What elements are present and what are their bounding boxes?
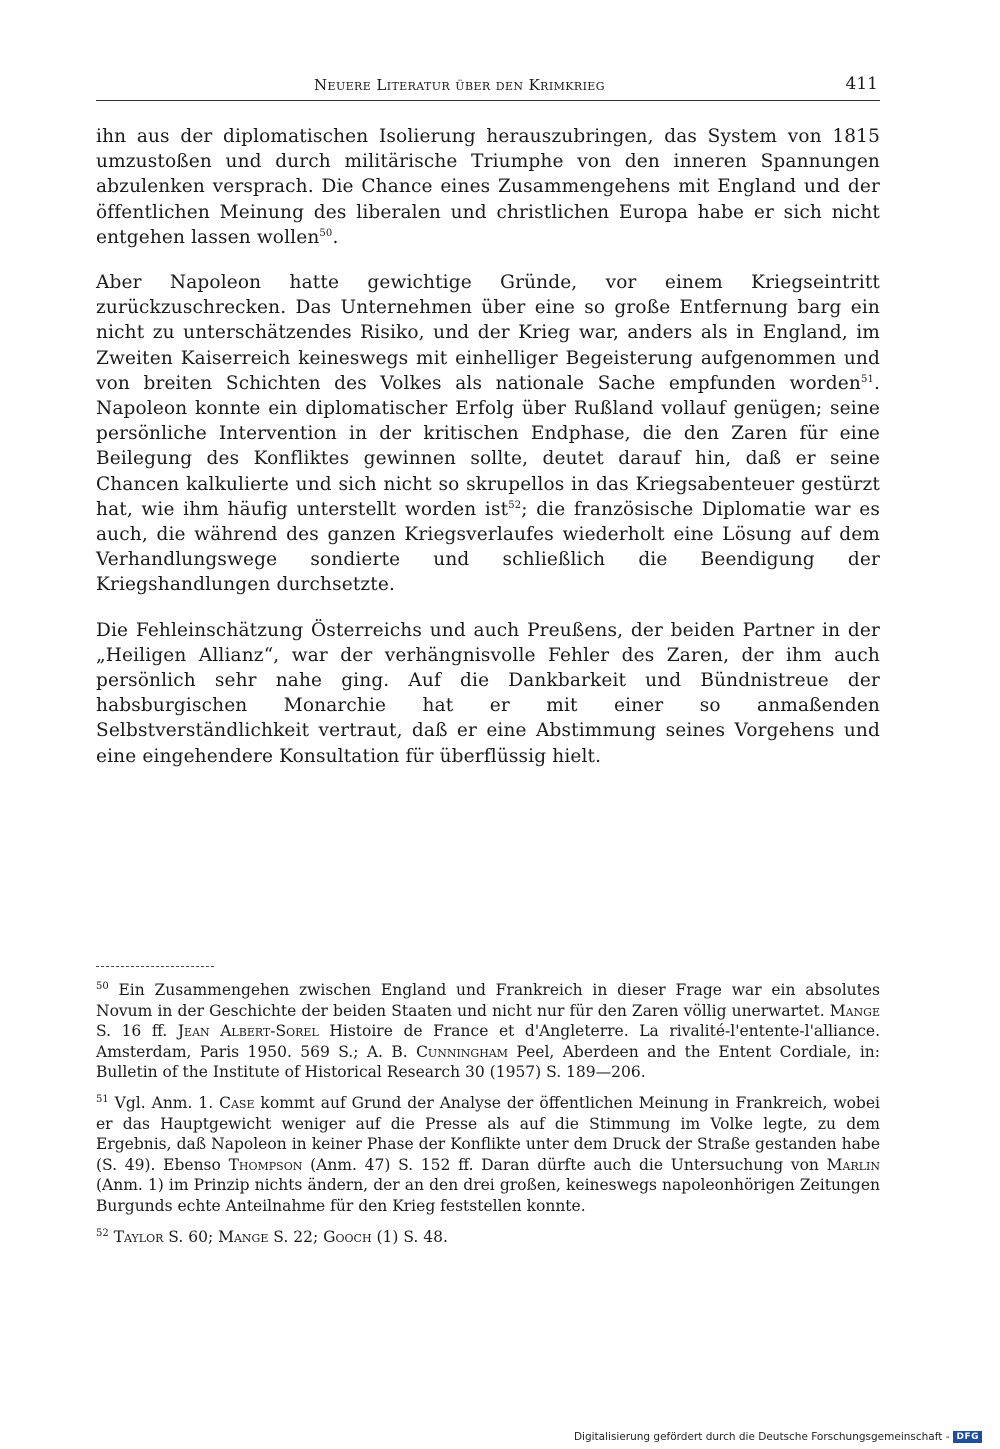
- author-name: Cunningham: [416, 1042, 508, 1061]
- running-title: Neuere Literatur über den Krimkrieg: [314, 76, 605, 94]
- author-name: Thompson: [228, 1155, 303, 1174]
- paragraph-1: [96, 124, 880, 250]
- paragraph-3: Die Fehleinschätzung Österreichs und auch Preußens, der beiden Partner in der „Heiligen Allianz“, war der verhängnisvolle Fehler des Zaren, der ihm auch persönlich sehr nahe ging. Auf die Dankbarkeit und Bündnistreue der habsburgischen Monarchie hat er mit einer so anmaßenden Selbstverständlichkeit vertraut, daß er eine Abstimmung seines Vorgehens und eine eingehendere Konsultation für überflüssig hielt.: [96, 619, 880, 767]
- paragraph-2-text-b: . Napoleon konnte ein diplomatischer Erfolg über Rußland vollauf genügen; seine persönliche Intervention in der kritischen Endphase, die den Zaren für eine Beilegung des Konfliktes gewinnen sollte, deutet darauf hin, daß er seine Chancen kalkulierte und sich nicht so skrupellos in das Kriegsabenteuer gestürzt hat, wie ihm häufig unterstellt worden ist: [96, 372, 880, 520]
- paragraph-1-end: .: [332, 226, 339, 248]
- paragraph-1-text: ihn aus der diplomatischen Isolierung herauszubringen, das System von 1815 umzustoßen und durch militärische Triumphe von den inneren Spannungen abzulenken versprach. Die Chance eines Zusammengehens mit England und der öffentlichen Meinung des liberalen und christlichen Europa habe er sich nicht entgehen lassen wollen: [96, 126, 880, 248]
- author-name: Mange: [218, 1227, 269, 1246]
- footnote-text: Ein Zusammengehen zwischen England und Frankreich in dieser Frage war ein absolutes Novum in der Geschichte der beiden Staaten und nicht nur für den Zaren völlig unerwartet.: [96, 981, 880, 1020]
- body-text: [96, 124, 880, 789]
- footnote-number: 50: [96, 980, 109, 992]
- footnote-text: S. 60;: [163, 1227, 219, 1246]
- paragraph-2: [96, 270, 880, 598]
- author-name: Gooch: [323, 1227, 372, 1246]
- footnote-ref-50: 50: [319, 227, 333, 239]
- footnote-text: (Anm. 47) S. 152 ff. Daran dürfte auch die Untersuchung von: [302, 1155, 827, 1174]
- footnote-50: [96, 980, 880, 1083]
- author-name: Marlin: [826, 1155, 880, 1174]
- footnote-number: 52: [96, 1227, 109, 1239]
- footnote-text: S. 22;: [268, 1227, 324, 1246]
- footnote-51: [96, 1093, 880, 1217]
- footnote-text: Vgl. Anm. 1.: [108, 1093, 220, 1112]
- footnote-ref-51: 51: [860, 373, 874, 385]
- footnote-52: [96, 1227, 880, 1248]
- footnote-text: (1) S. 48.: [371, 1227, 448, 1246]
- author-name: Taylor: [113, 1227, 164, 1246]
- dfg-logo-icon: DFG: [953, 1431, 982, 1443]
- digitization-credit: [574, 1431, 982, 1443]
- author-name: Case: [219, 1093, 255, 1112]
- footnote-text: kommt auf Grund der Analyse der öffentlichen Meinung in Frankreich, wobei er das Hauptgewicht weniger auf die Presse als auf die Stimmung im Volke legte, zu dem Ergebnis, daß Napoleon in keiner Phase der Konflikte unter dem Druck der Straße gestanden habe (S. 49). Ebenso: [96, 1093, 880, 1174]
- footnote-ref-52: 52: [508, 499, 522, 511]
- footnote-text: S. 16 ff.: [96, 1022, 178, 1041]
- page-number: 411: [845, 74, 878, 94]
- credit-text: Digitalisierung gefördert durch die Deutsche Forschungsgemeinschaft -: [573, 1431, 950, 1443]
- footnote-number: 51: [96, 1093, 109, 1105]
- footnote-text: (Anm. 1) im Prinzip nichts ändern, der an den drei großen, keineswegs napoleonhörigen Zeitungen Burgunds echte Anteilnahme für den Krieg feststellen konnte.: [96, 1176, 880, 1215]
- footnote-divider: [96, 966, 214, 967]
- page-header: [96, 72, 880, 101]
- author-name: Mange: [829, 1001, 880, 1020]
- footnote-text: Histoire de France et d'Angleterre. La rivalité-l'entente-l'alliance. Amsterdam, Paris 1950. 569 S.; A. B.: [96, 1022, 880, 1061]
- footnote-text: Peel, Aberdeen and the Entent Cordiale, in: Bulletin of the Institute of Historical Research 30 (1957) S. 189—206.: [96, 1042, 881, 1082]
- paragraph-2-text-a: Aber Napoleon hatte gewichtige Gründe, vor einem Kriegseintritt zurückzuschrecken. Das Unternehmen über eine so große Entfernung barg ein nicht zu unterschätzendes Risiko, und der Krieg war, anders als in England, im Zweiten Kaiserreich keineswegs mit einhelliger Begeisterung aufgenommen und von breiten Schichten des Volkes als nationale Sache empfunden worden: [96, 272, 880, 394]
- author-name: Jean Albert-Sorel: [177, 1022, 319, 1041]
- footnotes: [96, 980, 880, 1257]
- paragraph-2-text-c: ; die französische Diplomatie war es auch, die während des ganzen Kriegsverlaufes wiederholt eine Lösung auf dem Verhandlungswege sondierte und schließlich die Beendigung der Kriegshandlungen durchsetzte.: [96, 498, 881, 596]
